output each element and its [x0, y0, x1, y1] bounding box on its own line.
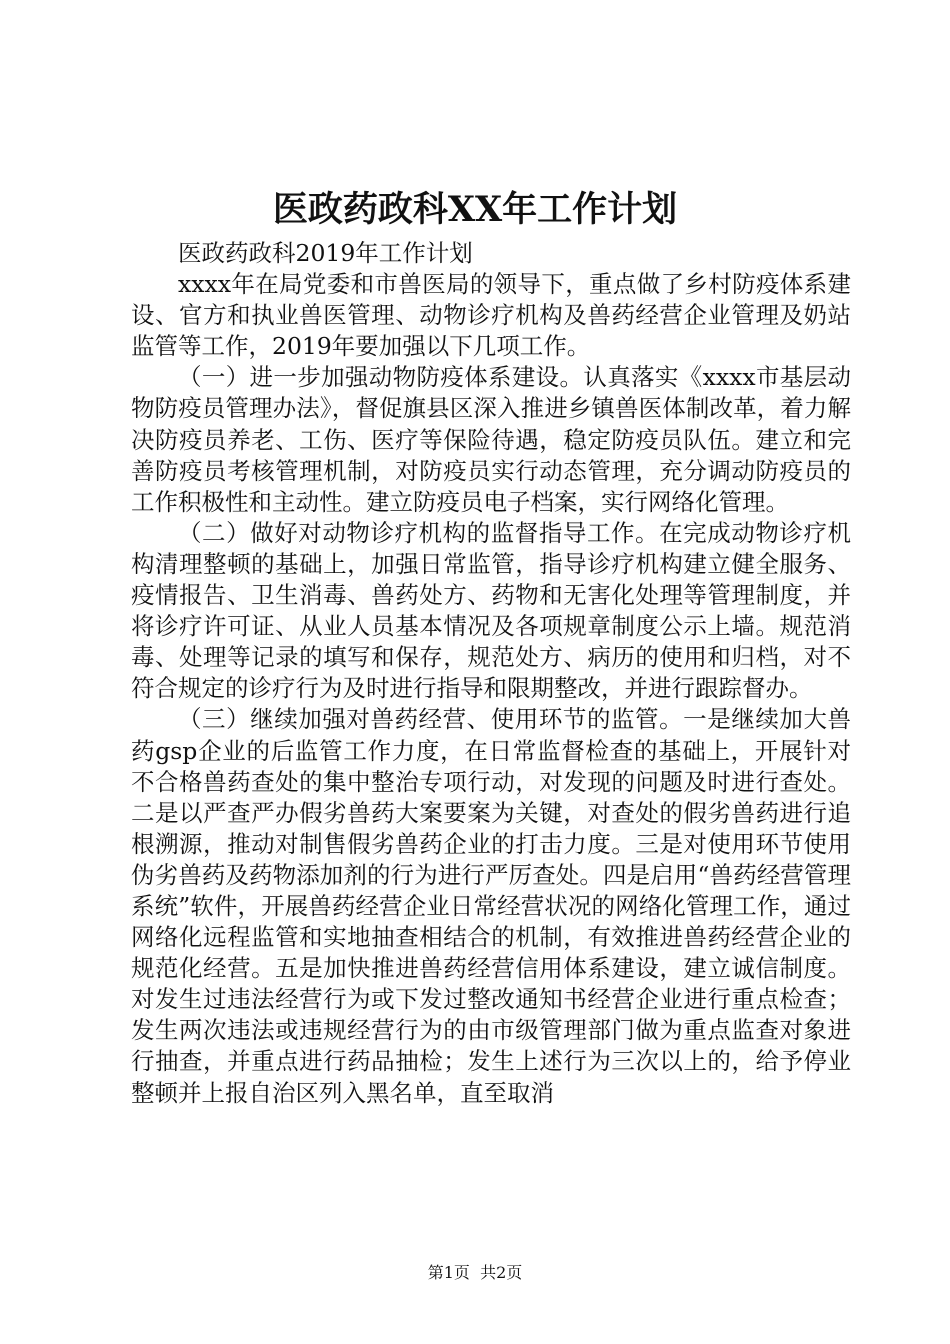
paragraph-intro: xxxx年在局党委和市兽医局的领导下，重点做了乡村防疫体系建设、官方和执业兽医管理、动物诊疗机构及兽药经营企业管理及奶站监管等工作，2019年要加强以下几项工作。 — [131, 270, 851, 361]
paragraph-section-1: （一）进一步加强动物防疫体系建设。认真落实《xxxx市基层动物防疫员管理办法》，督促旗县区深入推进乡镇兽医体制改革，着力解决防疫员养老、工伤、医疗等保险待遇，稳定防疫员队伍。建立和完善防疫员考核管理机制，对防疫员实行动态管理，充分调动防疫员的工作积极性和主动性。建立防疫员电子档案，实行网络化管理。 — [131, 363, 851, 516]
paragraph-section-2: （二）做好对动物诊疗机构的监督指导工作。在完成动物诊疗机构清理整顿的基础上，加强日常监管，指导诊疗机构建立健全服务、疫情报告、卫生消毒、兽药处方、药物和无害化处理等管理制度，并将诊疗许可证、从业人员基本情况及各项规章制度公示上墙。规范消毒、处理等记录的填写和保存，规范处方、病历的使用和归档，对不符合规定的诊疗行为及时进行指导和限期整改，并进行跟踪督办。 — [131, 518, 851, 703]
page-number: 第1页 — [427, 1263, 470, 1282]
paragraph-section-3: （三）继续加强对兽药经营、使用环节的监管。一是继续加大兽药gsp企业的后监管工作力度，在日常监督检查的基础上，开展针对不合格兽药查处的集中整治专项行动，对发现的问题及时进行查处。二是以严查严办假劣兽药大案要案为关键，对查处的假劣兽药进行追根溯源，推动对制售假劣兽药企业的打击力度。三是对使用环节使用伪劣兽药及药物添加剂的行为进行严厉查处。四是启用“兽药经营管理系统”软件，开展兽药经营企业日常经营状况的网络化管理工作，通过网络化远程监管和实地抽查相结合的机制，有效推进兽药经营企业的规范化经营。五是加快推进兽药经营信用体系建设，建立诚信制度。对发生过违法经营行为或下发过整改通知书经营企业进行重点检查；发生两次违法或违规经营行为的由市级管理部门做为重点监查对象进行抽查，并重点进行药品抽检；发生上述行为三次以上的，给予停业整顿并上报自治区列入黑名单，直至取消 — [131, 705, 851, 1107]
page-footer — [0, 1262, 950, 1284]
document-title: 医政药政科XX年工作计划 — [272, 189, 678, 230]
paragraph-subtitle: 医政药政科2019年工作计划 — [178, 239, 473, 267]
page-total: 共2页 — [480, 1263, 523, 1282]
document-body — [131, 238, 851, 1109]
